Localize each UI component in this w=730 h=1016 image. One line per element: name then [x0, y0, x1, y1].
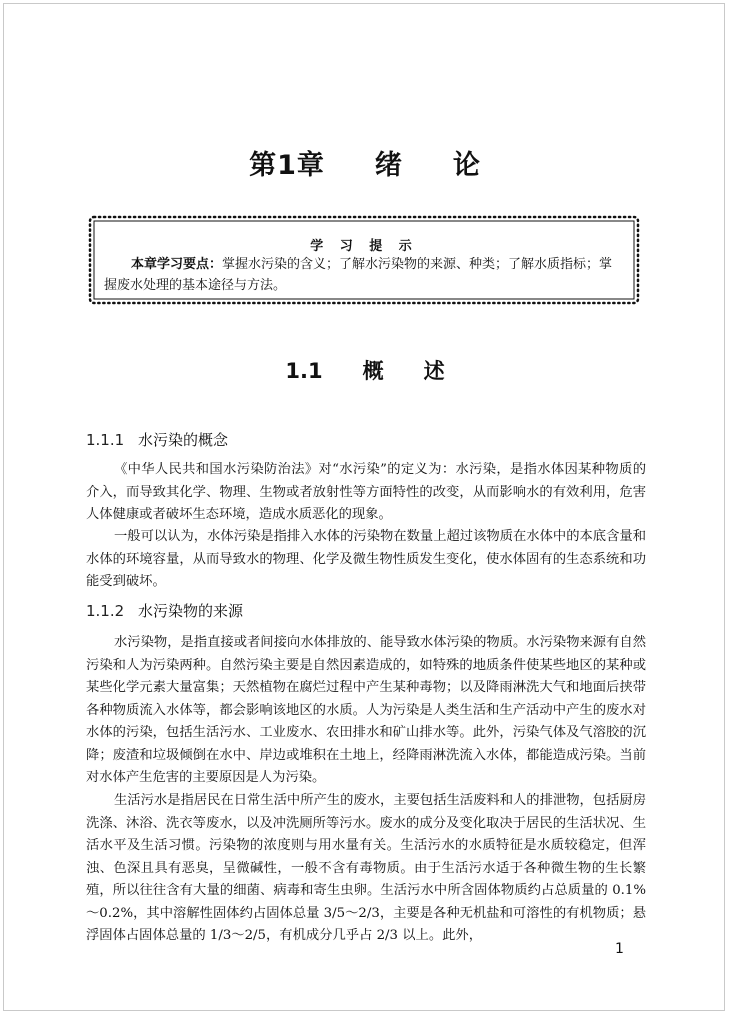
- study-tips-box: [86, 213, 642, 307]
- subsection-heading: [86, 600, 243, 621]
- paragraph: 水污染物，是指直接或者间接向水体排放的、能导致水体污染的物质。水污染物来源有自然污染和人为污染两种。自然污染主要是自然因素造成的，如特殊的地质条件使某些地区的某种或某些化学元素大量富集；天然植物在腐烂过程中产生某种毒物；以及降雨淋洗大气和地面后挟带各种物质流入水体等，都会影响该地区的水质。人为污染是人类生活和生产活动中产生的废水对水体的污染，包括生活污水、工业废水、农田排水和矿山排水等。此外，污染气体及气溶胶的沉降；废渣和垃圾倾倒在水中、岸边或堆积在土地上，经降雨淋洗流入水体，都能造成污染。当前对水体产生危害的主要原因是人为污染。: [86, 635, 646, 785]
- subsection-number: 1.1.2: [86, 602, 125, 620]
- chapter-title-char-2: 论: [452, 150, 481, 181]
- subsection-title: 水污染物的来源: [138, 602, 244, 620]
- section-number: 1.1: [285, 359, 323, 383]
- chapter-title: [0, 143, 730, 182]
- study-tips-heading: 学 习 提 示: [310, 239, 418, 254]
- section-title: [0, 355, 730, 385]
- section-title-char-1: 概: [362, 359, 384, 383]
- subsection-title: 水污染的概念: [138, 431, 229, 449]
- paragraph: 生活污水是指居民在日常生活中所产生的废水，主要包括生活废料和人的排泄物，包括厨房洗涤、沐浴、洗衣等废水，以及冲洗厕所等污水。废水的成分及变化取决于居民的生活状况、生活水平及生活习惯。污染物的浓度则与用水量有关。生活污水的水质特征是水质较稳定，但浑浊、色深且具有恶臭，呈微碱性，一般不含有毒物质。由于生活污水适于各种微生物的生长繁殖，所以往往含有大量的细菌、病毒和寄生虫卵。生活污水中所含固体物质约占总质量的 0.1%～0.2%，其中溶解性固体约占固体总量 3/5～2/3，主要是各种无机盐和可溶性的有机物质；悬浮固体占固体总量的 1/3～2/5，有机成分几乎占 2/3 以上。此外，: [86, 793, 646, 943]
- chapter-title-char-1: 绪: [374, 150, 403, 181]
- subsection-heading: [86, 429, 228, 450]
- paragraph: 《中华人民共和国水污染防治法》对“水污染”的定义为：水污染，是指水体因某种物质的介入，而导致其化学、物理、生物或者放射性等方面特性的改变，从而影响水的有效利用，危害人体健康或者破坏生态环境，造成水质恶化的现象。: [86, 462, 646, 522]
- paragraph: 一般可以认为，水体污染是指排入水体的污染物在数量上超过该物质在水体中的本底含量和水体的环境容量，从而导致水的物理、化学及微生物性质发生变化，使水体固有的生态系统和功能受到破坏。: [86, 529, 646, 589]
- chapter-number: 第1章: [249, 150, 325, 181]
- subsection-number: 1.1.1: [86, 431, 125, 449]
- study-tips-text: 掌握水污染的含义；了解水污染物的来源、种类；了解水质指标；掌握废水处理的基本途径与方法。: [104, 257, 613, 293]
- section-title-char-2: 述: [423, 359, 445, 383]
- study-tips-body: [104, 254, 624, 296]
- study-tips-label: 本章学习要点：: [131, 257, 223, 272]
- page-number: 1: [615, 941, 624, 957]
